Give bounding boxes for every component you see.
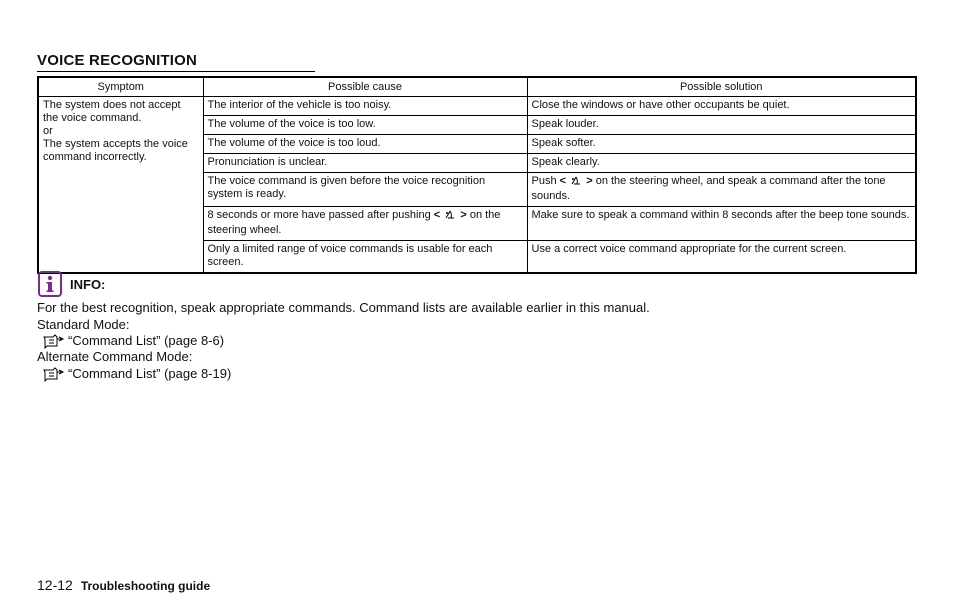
voice-button-icon	[570, 175, 582, 190]
cause-cell: The interior of the vehicle is too noisy.	[203, 97, 527, 116]
standard-mode-reference[interactable]	[43, 333, 224, 349]
voice-button-icon	[444, 209, 456, 224]
header-cause: Possible cause	[203, 77, 527, 97]
symptom-line: command incorrectly.	[43, 151, 147, 163]
solution-cell: Speak clearly.	[527, 154, 916, 173]
solution-cell: Use a correct voice command appropriate for the current screen.	[527, 241, 916, 274]
standard-mode-ref-text[interactable]: “Command List” (page 8-6)	[68, 333, 225, 348]
cause-cell: The voice command is given before the voice recognition system is ready.	[203, 173, 527, 207]
symptom-line: the voice command.	[43, 112, 142, 124]
symptom-cell	[38, 97, 203, 274]
section-title: VOICE RECOGNITION	[37, 52, 315, 72]
symptom-line: or	[43, 125, 53, 137]
symptom-line: The system accepts the voice	[43, 138, 188, 150]
cause-cell: The volume of the voice is too low.	[203, 116, 527, 135]
cause-cell: Pronunciation is unclear.	[203, 154, 527, 173]
alternate-mode-reference[interactable]	[43, 366, 231, 382]
solution-cell: Make sure to speak a command within 8 seconds after the beep tone sounds.	[527, 207, 916, 241]
solution-text-post: on the steering wheel, and speak a command after the tone sounds.	[531, 175, 886, 202]
chapter-title: Troubleshooting guide	[80, 579, 211, 593]
cause-text-pre: 8 seconds or more have passed after pushing	[207, 209, 431, 221]
page-reference-icon	[43, 366, 65, 382]
solution-cell: Speak louder.	[527, 116, 916, 135]
button-bracket-open: <	[559, 175, 567, 187]
header-symptom: Symptom	[38, 77, 203, 97]
table-header-row	[38, 77, 916, 97]
page-number: 12-12	[37, 577, 73, 593]
solution-cell	[527, 173, 916, 207]
cause-cell: Only a limited range of voice commands is usable for each screen.	[203, 241, 527, 274]
troubleshooting-table	[37, 76, 917, 274]
page-footer	[37, 577, 210, 593]
button-bracket-close: >	[460, 209, 467, 221]
info-icon	[38, 271, 62, 297]
alternate-mode-label: Alternate Command Mode:	[37, 349, 193, 364]
info-text: For the best recognition, speak appropriate commands. Command lists are available earlier in this manual.	[37, 300, 650, 315]
standard-mode-label: Standard Mode:	[37, 317, 130, 332]
solution-cell: Close the windows or have other occupants be quiet.	[527, 97, 916, 116]
table-row	[38, 97, 916, 116]
header-solution: Possible solution	[527, 77, 916, 97]
button-bracket-open: <	[433, 209, 441, 221]
solution-cell: Speak softer.	[527, 135, 916, 154]
info-label: INFO:	[70, 276, 106, 292]
solution-text-pre: Push	[531, 175, 557, 187]
info-header	[38, 271, 105, 297]
alternate-mode-ref-text[interactable]: “Command List” (page 8-19)	[68, 366, 232, 381]
button-bracket-close: >	[586, 175, 593, 187]
cause-text-post: on the steering wheel.	[207, 209, 501, 236]
page-reference-icon	[43, 333, 65, 349]
symptom-line: The system does not accept	[43, 99, 181, 111]
cause-cell: The volume of the voice is too loud.	[203, 135, 527, 154]
cause-cell	[203, 207, 527, 241]
